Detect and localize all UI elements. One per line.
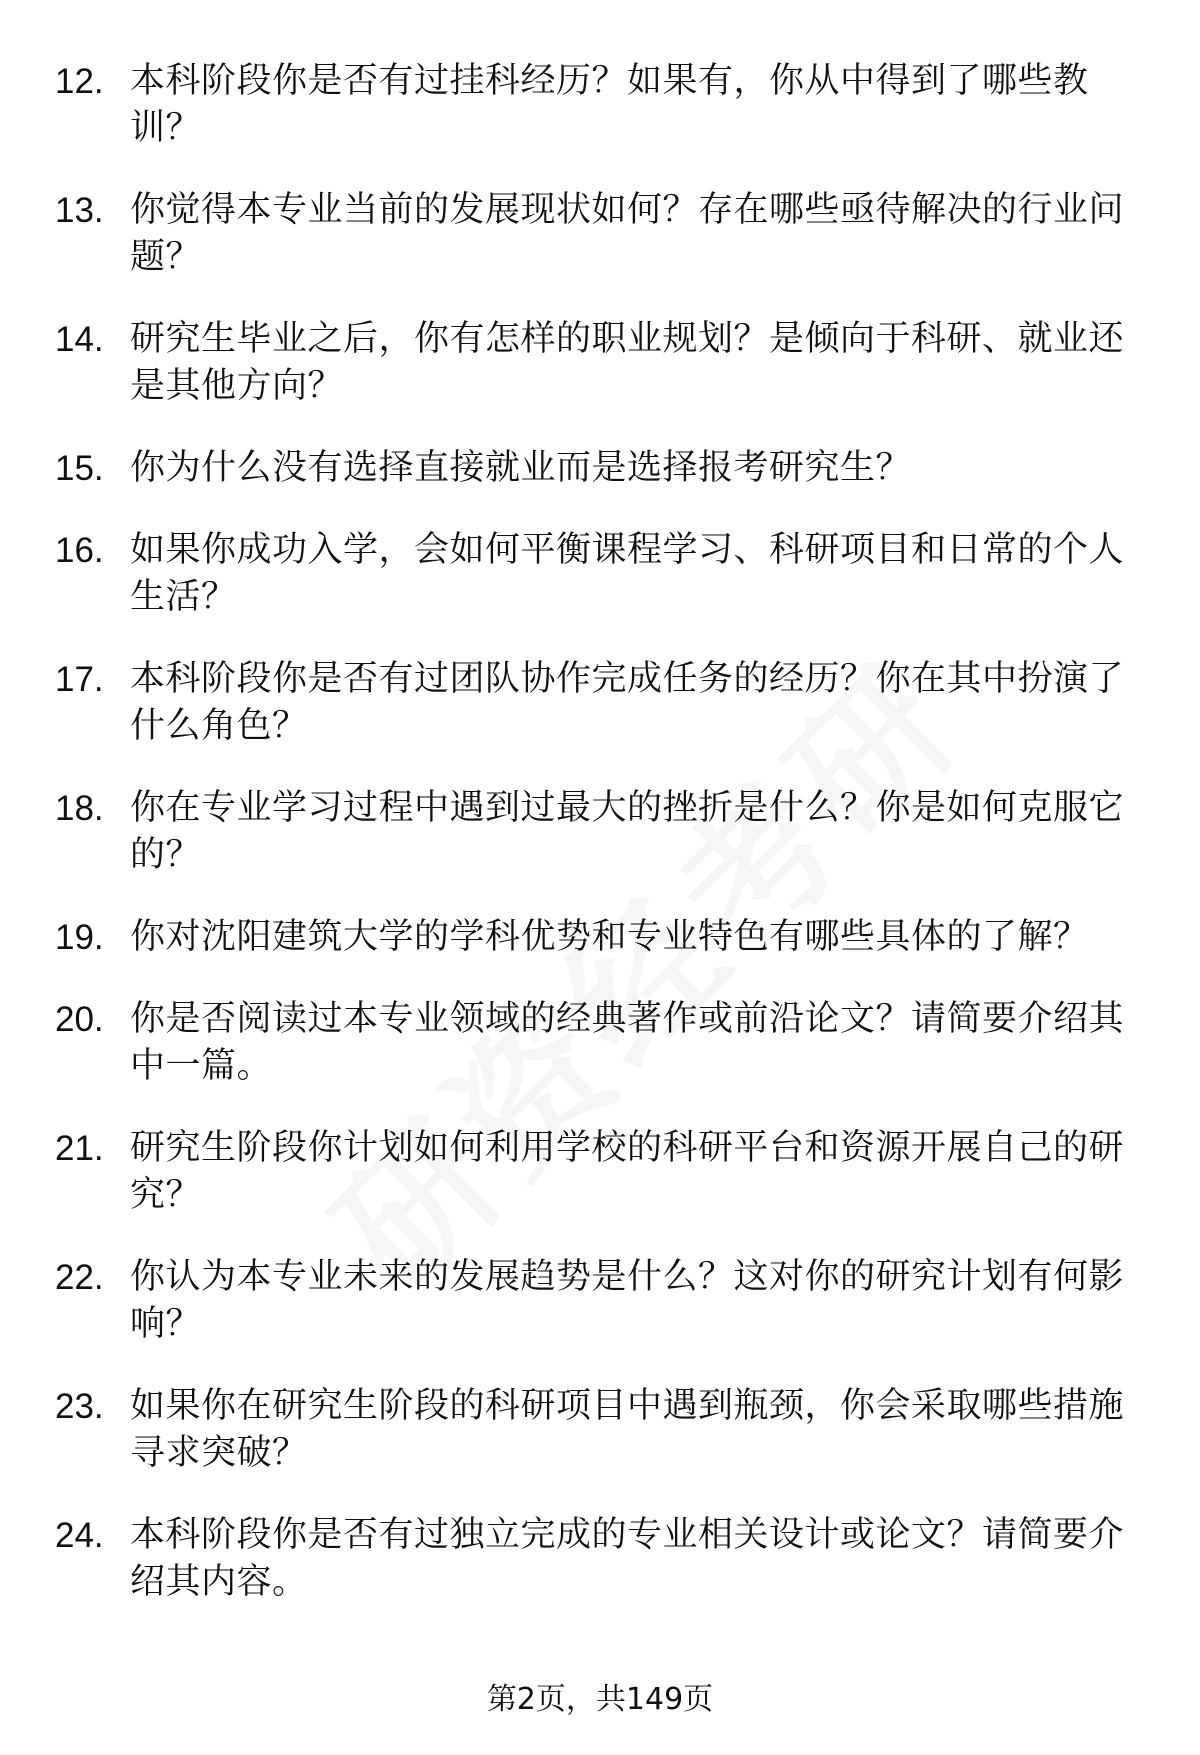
question-number: 23.: [55, 1387, 104, 1426]
list-item: [55, 996, 1155, 1090]
question-number: 21.: [55, 1129, 104, 1168]
question-list: [55, 58, 1155, 1641]
question-text: 你为什么没有选择直接就业而是选择报考研究生？: [130, 448, 912, 488]
question-number: 19.: [55, 918, 104, 957]
question-text: 如果你成功入学，会如何平衡课程学习、科研项目和日常的个人生活？: [130, 530, 1125, 617]
question-number: 12.: [55, 62, 104, 101]
question-text: 研究生阶段你计划如何利用学校的科研平台和资源开展自己的研究？: [130, 1128, 1125, 1215]
list-item: [55, 1512, 1155, 1606]
question-text: 你在专业学习过程中遇到过最大的挫折是什么？你是如何克服它的？: [130, 788, 1125, 875]
list-item: [55, 316, 1155, 410]
question-text: 你认为本专业未来的发展趋势是什么？这对你的研究计划有何影响？: [130, 1257, 1125, 1344]
question-text: 研究生毕业之后，你有怎样的职业规划？是倾向于科研、就业还是其他方向？: [130, 319, 1125, 406]
list-item: [55, 914, 1155, 961]
question-number: 15.: [55, 449, 104, 488]
question-text: 你对沈阳建筑大学的学科优势和专业特色有哪些具体的了解？: [130, 917, 1089, 957]
question-number: 20.: [55, 1000, 104, 1039]
list-item: [55, 527, 1155, 621]
list-item: [55, 445, 1155, 492]
question-number: 14.: [55, 320, 104, 359]
page-indicator: 第2页，共149页: [486, 1682, 714, 1717]
question-text: 本科阶段你是否有过团队协作完成任务的经历？你在其中扮演了什么角色？: [130, 659, 1125, 746]
question-number: 22.: [55, 1258, 104, 1297]
list-item: [55, 785, 1155, 879]
list-item: [55, 1383, 1155, 1477]
question-text: 你觉得本专业当前的发展现状如何？存在哪些亟待解决的行业问题？: [130, 190, 1125, 277]
question-number: 18.: [55, 789, 104, 828]
list-item: [55, 58, 1155, 152]
list-item: [55, 656, 1155, 750]
question-text: 如果你在研究生阶段的科研项目中遇到瓶颈，你会采取哪些措施寻求突破？: [130, 1386, 1125, 1473]
question-text: 本科阶段你是否有过独立完成的专业相关设计或论文？请简要介绍其内容。: [130, 1515, 1125, 1602]
question-text: 本科阶段你是否有过挂科经历？如果有，你从中得到了哪些教训？: [130, 61, 1089, 148]
question-text: 你是否阅读过本专业领域的经典著作或前沿论文？请简要介绍其中一篇。: [130, 999, 1125, 1086]
question-number: 24.: [55, 1516, 104, 1555]
question-number: 13.: [55, 191, 104, 230]
list-item: [55, 1125, 1155, 1219]
question-number: 17.: [55, 660, 104, 699]
list-item: [55, 187, 1155, 281]
list-item: [55, 1254, 1155, 1348]
question-number: 16.: [55, 531, 104, 570]
